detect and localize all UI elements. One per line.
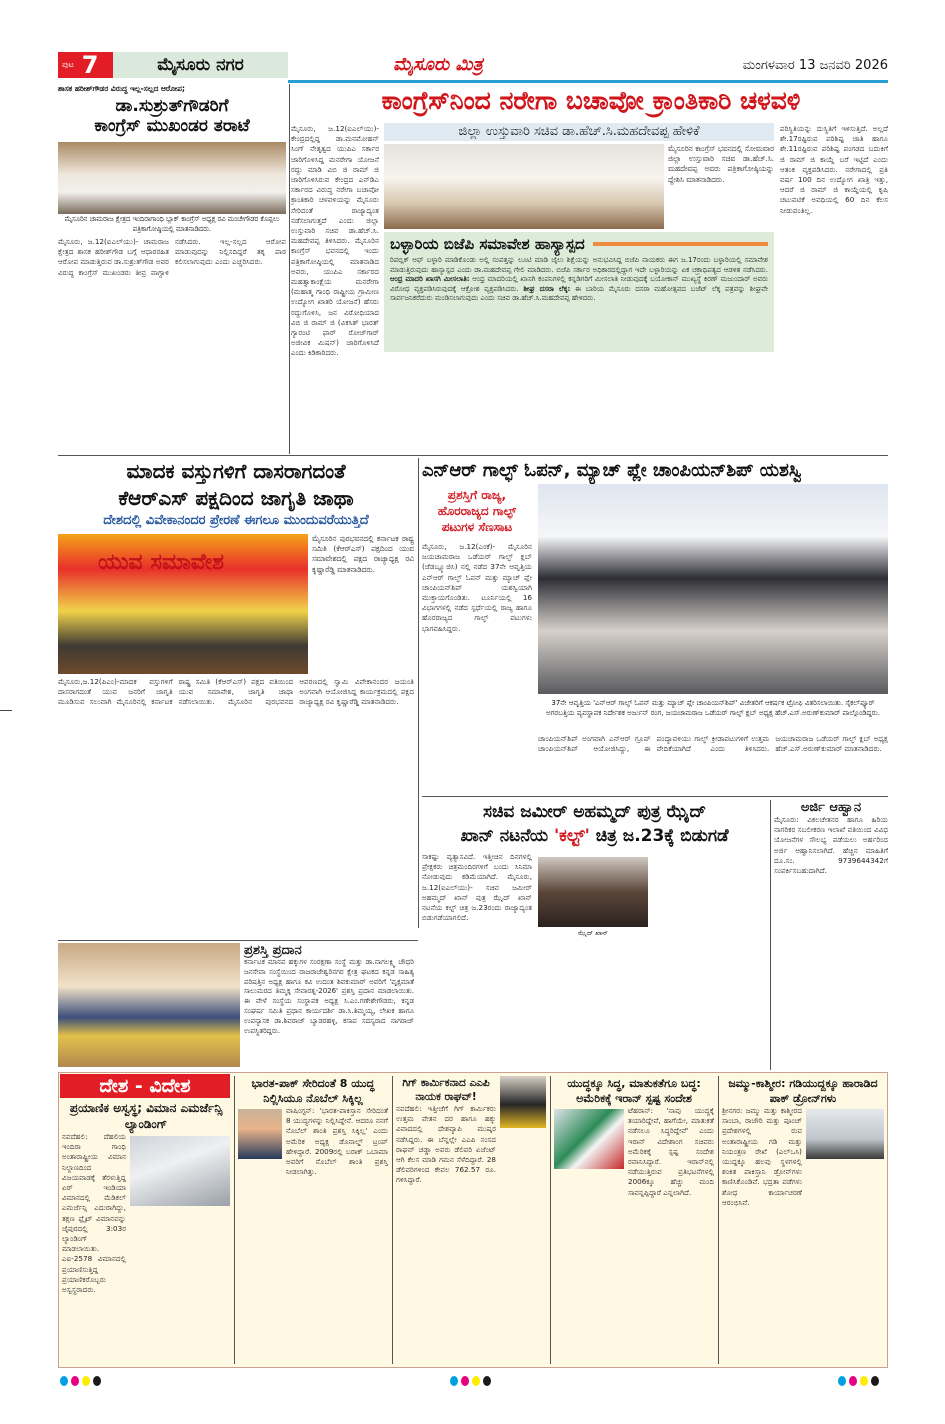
arji-box: [774, 800, 888, 1063]
column-divider: [234, 1076, 235, 1364]
dv-story-4: [554, 1076, 714, 1356]
krs-subhead: ದೇಶದಲ್ಲಿ ವಿವೇಕಾನಂದರ ಪ್ರೇರಣೆ ಈಗಲೂ ಮುಂದುವರೆಯುತ್ತಿದೆ: [103, 513, 369, 528]
photo-caption: ಮೈಸೂರಿನ ಚಾಮರಾಜ ಕ್ಷೇತ್ರದ ಇಂದಿರಾಗಾಂಧಿ ಬ್ಲಾಕ್ ಕಾಂಗ್ರೆಸ್ ಅಧ್ಯಕ್ಷ ರವಿ ಮಂಚೇಗೌಡರ ಕೊಪ್ಪಲು ಪತ್ರಿಕಾಗೋಷ್ಠಿಯಲ್ಲಿ ಮಾತನಾಡಿದರು.: [64, 215, 280, 233]
award-story: [244, 943, 414, 1064]
dv-story-headline: ಗಿಗ್ ಕಾರ್ಮಿಕನಾದ ಎಎಪಿ ನಾಯಕ ರಾಘವ್!: [402, 1077, 490, 1103]
yellow-dot: [82, 1376, 90, 1386]
krs-photo-caption: ಮೈಸೂರಿನ ಪುರಭವನದಲ್ಲಿ ಕರ್ನಾಟಕ ರಾಷ್ಟ್ರ ಸಮಿತಿ (ಕೆಆರ್‌ಎಸ್) ಪಕ್ಷದಿಂದ ಯುವ ಸಮಾವೇಶದಲ್ಲಿ ಪಕ್ಷದ ರಾಜ್ಯಾಧ್ಯಕ್ಷ ರವಿ ಕೃಷ್ಣಾರೆಡ್ಡಿ ಮಾತನಾಡಿದರು.: [312, 534, 414, 574]
ballari-body: [384, 256, 774, 352]
page-number: 7: [81, 51, 99, 79]
section-divider: [422, 796, 888, 797]
ballari-intro: ರಿಪಬ್ಲಿಕ್ ಆಫ್ ಬಳ್ಳಾರಿ ಮಾಡಿಕೊಂಡು ಅಲ್ಲಿ ಸಂಪತ್ತನ್ನು ಲೂಟಿ ಮಾಡಿ ಜೈಲು ಶಿಕ್ಷೆಯನ್ನು ಅನುಭವಿಸಿದ್ದ ಬಿಜೆಪಿ ನಾಯಕರು ಈಗ ಜ.17ರಂದು ಬಳ್ಳಾರಿಯಲ್ಲಿ ಸಮಾವೇಶ ಮಾಡುತ್ತಿರುವುದು ಹಾಸ್ಯಾಸ್ಪದ ಎಂದು ಡಾ.ಮಹದೇವಪ್ಪ ಗೇಲಿ ಮಾಡಿದರು. ಬಿಜೆಪಿ ಸರ್ಕಾರ ಅಧಿಕಾರದಲ್ಲಿದ್ದಾಗ ಇದೇ ಬಳ್ಳಾರಿಯನ್ನು ಏಕ ಚಕ್ರಾಧಿಪತ್ಯದ ಆಡಳಿತ ನಡೆಸಿದರು.: [390, 256, 768, 274]
award-body: ಕರ್ನಾಟಕ ಮಾನವ ಹಕ್ಕುಗಳ ಸಂರಕ್ಷಣಾ ಸಂಸ್ಥೆ ಮತ್ತು ಡಾ.ನಾಗಲಕ್ಷ್ಮಿ ಚೌಧರಿ ಜನಸೇವಾ ಸಂಸ್ಥೆಯಿಂದ ರಾಜರಾಜೇಶ್ವರಿನಗರ ಕ್ಷೇತ್ರ ಘಟಕದ ಕನ್ನಡ ಸಾಹಿತ್ಯ ಪರಿಷತ್ತಿನ ಅಧ್ಯಕ್ಷ ಹಾಗೂ ಕವಿ ಉದಂತ ಶಿವಕುಮಾರ್ ಅವರಿಗೆ 'ವೃಕ್ಷಮಾತೆ ಸಾಲುಮರದ ತಿಮ್ಮಕ್ಕ ಸೇವಾರತ್ನ-2026' ಪ್ರಶಸ್ತಿ ಪ್ರದಾನ ಮಾಡಲಾಯಿತು. ಈ ವೇಳೆ ಸಂಸ್ಥೆಯ ಸಂಸ್ಥಾಪಕ ಅಧ್ಯಕ್ಷ ಸಿ.ಎಂ.ಗಣೇಶೇಗೌಡರು, ಕನ್ನಡ ಸಂಘರ್ಷ ಸಮಿತಿ ಪ್ರಧಾನ ಕಾರ್ಯದರ್ಶಿ ಡಾ.ಸಿ.ತಿಮ್ಮಯ್ಯ, ಲೇಖಕ ಹಾಗೂ ಉಪನ್ಯಾಸಕ ಡಾ.ಶಿವರಾಜ್ ಬ್ಯಾಡರಹಳ್ಳಿ, ಕಸಾಪ ಸದಸ್ಯರಾದ ನಾಗರಾಜ್ ಉಪಸ್ಥಿತರಿದ್ದರು.: [244, 958, 414, 1035]
arji-title: ಅರ್ಜಿ ಆಹ್ವಾನ: [800, 800, 862, 815]
kalt-h2-red: 'ಕಲ್ಟ್': [553, 826, 590, 846]
crop-mark: [0, 710, 12, 711]
newspaper-logo: ಮೈಸೂರು ಮಿತ್ರ: [393, 54, 483, 75]
ballari-sub1-body: ಆಂಧ್ರ ಮಾದರಿಯಲ್ಲಿ ಖಾಸಗಿ ಕಂಪನಿಗಳಲ್ಲಿ ಕನ್ನಡಿಗರಿಗೆ ಮೀಸಲಾತಿ ನೀಡುವುದಕ್ಕೆ ಬಯೋಕಾನ್ ಮುಖ್ಯಸ್ಥೆ ಕಿರಣ್ ಮಜುಂದಾರ್ ಅವರು ವಿರೋಧ ವ್ಯಕ್ತಪಡಿಸಿರುವುದಕ್ಕೆ ಆಕ್ರೋಶ ವ್ಯಕ್ತಪಡಿಸಿದರು.: [390, 275, 768, 293]
krs-headline-line2: ಕೆಆರ್‌ಎಸ್ ಪಕ್ಷದಿಂದ ಜಾಗೃತಿ ಜಾಥಾ: [118, 486, 354, 510]
dv-story-2: [238, 1076, 388, 1356]
masthead-rule: [288, 80, 888, 83]
newspaper-page: [58, 52, 888, 1370]
dv-story-body: ಶ್ರೀನಗರ: ಜಮ್ಮು ಮತ್ತು ಕಾಶ್ಮೀರದ ಸಾಂಬಾ, ರಾಜೌರಿ ಮತ್ತು ಪೂಂಚ್ ಪ್ರದೇಶಗಳಲ್ಲಿ ರುವ ಅಂತಾರಾಷ್ಟ್ರೀಯ ಗಡಿ ಮತ್ತು ನಿಯಂತ್ರಣ ರೇಖೆ (ಎಲ್‌ಒಸಿ) ಯುದ್ದಕ್ಕೂ ಹಲವು ಸ್ಥಳಗಳಲ್ಲಿ ಶಂಕಿತ ಪಾಕಿಸ್ತಾನಿ ಡ್ರೋನ್‌ಗಳು ಕಾಣಿಸಿಕೊಂಡಿವೆ. ಭದ್ರತಾ ಪಡೆಗಳು ಶೋಧ ಕಾರ್ಯಾಚರಣೆ ಆರಂಭಿಸಿವೆ.: [722, 1106, 802, 1207]
registration-marks-right: [838, 1376, 879, 1386]
column-divider: [718, 1076, 719, 1364]
golf-headline: ಎನ್‌ಆರ್ ಗಾಲ್ಫ್ ಓಪನ್, ಮ್ಯಾಚ್ ಪ್ಲೇ ಚಾಂಪಿಯನ್‌ಶಿಪ್ ಯಶಸ್ವಿ: [422, 460, 802, 481]
ballari-sub2-label: ಶೀಘ್ರ ದಸರಾ ಲೆಕ್ಕ:: [523, 284, 571, 293]
story-krs: [58, 458, 414, 530]
lead-body-col1: ಮೈಸೂರು, ಜ.12(ಐಎಲ್‌ಯು)- ಕೇಂದ್ರದಲ್ಲಿದ್ದ ಡಾ.ಮನಮೋಹನ್ ಸಿಂಗ್ ನೇತೃತ್ವದ ಯುಪಿಎ ಸರ್ಕಾರ ಜಾರಿಗೊಳಿಸಿದ್ದ ಮನರೇಗಾ ಯೋಜನೆ ರದ್ದು ಮಾಡಿ ವಿಬಿ ಜಿ ರಾಮ್ ಜಿ ಜಾರಿಗೊಳಿಸಿರುವ ಕೇಂದ್ರದ ಎನ್‌ಡಿಎ ಸರ್ಕಾರದ ವಿರುದ್ಧ ನರೇಗಾ ಬಚಾವೋ ಕ್ರಾಂತಿಕಾರಿ ಚಳವಳಿಯನ್ನು ಮೈಸೂರು ಸೇರಿದಂತೆ ರಾಜ್ಯಾದ್ಯಂತ ನಡೆಸಲಾಗುತ್ತದೆ ಎಂದು ಜಿಲ್ಲಾ ಉಸ್ತುವಾರಿ ಸಚಿವ ಡಾ.ಹೆಚ್.ಸಿ. ಮಹದೇವಪ್ಪ ತಿಳಿಸಿದರು. ಮೈಸೂರಿನ ಕಾಂಗ್ರೆಸ್ ಭವನದಲ್ಲಿ ಇಂದು ಪತ್ರಿಕಾಗೋಷ್ಠಿಯಲ್ಲಿ ಮಾತನಾಡಿದ ಅವರು, ಯುಪಿಎ ಸರ್ಕಾರದ ಮಹತ್ವಾಕಾಂಕ್ಷೆಯ ಮನರೇಗಾ (ಮಹಾತ್ಮ ಗಾಂಧಿ ರಾಷ್ಟ್ರೀಯ ಗ್ರಾಮೀಣ ಉದ್ಯೋಗ ಖಾತರಿ ಯೋಜನೆ) ಹೆಸರು ರದ್ದುಗೊಳಿಸಿ, ಜನ ವಿರೋಧಿಯಾದ ವಿಬಿ ಜಿ ರಾಮ್ ಜಿ (ವಿಕಸಿತ್ ಭಾರತ್ ಗ್ಯಾರಂಟಿ ಫಾರ್ ರೋಜ್‌ಗಾರ್ ಅಜೀವಿಕ ಮಿಷನ್) ಜಾರಿಗೊಳಿಸಿದೆ ಎಂದು ಕಿಡಿಕಾರಿದರು.: [291, 124, 379, 358]
registration-marks-center: [450, 1376, 491, 1386]
issue-date: ಮಂಗಳವಾರ 13 ಜನವರಿ 2026: [742, 58, 888, 73]
golf-body: ಮೈಸೂರು, ಜ.12(ಎಂಕೆ)- ಮೈಸೂರಿನ ಜಯಚಾಮರಾಜ ಒಡೆಯರ್ ಗಾಲ್ಫ್ ಕ್ಲಬ್ (ಜೆಡಬ್ಲ್ಯೂಜಿಸಿ) ನಲ್ಲಿ ನಡೆದ 37ನೇ ಆವೃತ್ತಿಯ ಎನ್‌ಆರ್ ಗಾಲ್ಫ್ ಓಪನ್ ಮತ್ತು ಮ್ಯಾಚ್ ಪ್ಲೇ ಚಾಂಪಿಯನ್‌ಶಿಪ್ ಯಶಸ್ವಿಯಾಗಿ ಮುಕ್ತಾಯಗೊಂಡಿತು. ಟೂರ್ನಿಯಲ್ಲಿ 16 ವಿಭಾಗಗಳಲ್ಲಿ ನಡೆದ ಸ್ಪರ್ಧೆಯಲ್ಲಿ ರಾಜ್ಯ ಹಾಗೂ ಹೊರರಾಜ್ಯದ ಗಾಲ್ಫ್ ಪಟುಗಳು ಭಾಗವಹಿಸಿದ್ದರು.: [422, 542, 532, 633]
krs-body: ಮೈಸೂರು,ಜ.12(ಪಿಎಂ)-ಮಾದಕ ವಸ್ತುಗಳಿಗೆ ದಾಸರಾಗದಂತೆ ಯುವ ಜನರಿಗೆ ಜಾಗೃತಿ ಮೂಡಿಸುವ ಸಲುವಾಗಿ ಮೈಸೂರಿನಲ್ಲಿ ಕರ್ನಾಟಕ ರಾಷ್ಟ್ರ ಸಮಿತಿ (ಕೆಆರ್‌ಎಸ್) ಪಕ್ಷದ ವತಿಯಿಂದ ಯುವ ಸಮಾವೇಶ, ಜಾಗೃತಿ ಜಾಥಾ ನಡೆಸಲಾಯಿತು. ಮೈಸೂರಿನ ಪುರಭವನದ ಆವರಣದಲ್ಲಿ ಸ್ವಾಮಿ ವಿವೇಕಾನಂದರ ಜಯಂತಿ ಅಂಗವಾಗಿ ಆಯೋಜಿಸಿದ್ದ ಕಾರ್ಯಕ್ರಮದಲ್ಲಿ ಪಕ್ಷದ ರಾಜ್ಯಾಧ್ಯಕ್ಷ ರವಿ ಕೃಷ್ಣಾರೆಡ್ಡಿ ಮಾತನಾಡಿದರು.: [58, 677, 414, 707]
ballari-box: [384, 232, 774, 352]
krs-photo: [58, 534, 308, 674]
ballari-headline: ಬಳ್ಳಾರಿಯ ಬಿಜೆಪಿ ಸಮಾವೇಶ ಹಾಸ್ಯಾಸ್ಪದ: [390, 235, 585, 253]
lead-subhead: ಜಿಲ್ಲಾ ಉಸ್ತುವಾರಿ ಸಚಿವ ಡಾ.ಹೆಚ್.ಸಿ.ಮಹದೇವಪ್ಪ ಹೇಳಿಕೆ: [384, 123, 774, 141]
airplane-photo: [130, 1136, 230, 1206]
dv-story-3: [396, 1076, 546, 1354]
black-dot: [871, 1376, 879, 1386]
black-dot: [483, 1376, 491, 1386]
cyan-dot: [450, 1376, 458, 1386]
column-divider: [418, 458, 419, 928]
cyan-dot: [60, 1376, 68, 1386]
dv-story-body: ವಾಷಿಂಗ್ಟನ್: 'ಭಾರತ-ಪಾಕಿಸ್ತಾನ ಸೇರಿದಂತೆ 8 ಯುದ್ಧಗಳನ್ನು ನಿಲ್ಲಿಸಿದ್ದೇನೆ. ಆದರೂ ನನಗೆ ನೊಬೆಲ್ ಶಾಂತಿ ಪ್ರಶಸ್ತಿ ಸಿಕ್ಕಿಲ್ಲ' ಎಂದು ಅಮೆರಿಕ ಅಧ್ಯಕ್ಷ ಡೊನಾಲ್ಡ್ ಟ್ರಂಪ್ ಹೇಳಿದ್ದಾರೆ. 2009ರಲ್ಲಿ ಬರಾಕ್ ಒಬಾಮಾ ಅವರಿಗೆ ನೊಬೆಲ್ ಶಾಂತಿ ಪ್ರಶಸ್ತಿ ನೀಡಲಾಗಿತ್ತು.: [286, 1106, 388, 1177]
kalt-body: ಸಾಕಷ್ಟು ವ್ಯತ್ಯಾಸವಿದೆ. ಇತ್ತೀಚಿನ ದಿನಗಳಲ್ಲಿ ಪ್ರೇಕ್ಷಕರು ಚಿತ್ರಮಂದಿರಗಳಿಗೆ ಬಂದು ಸಿನಿಮಾ ನೋಡುವುದು ಕಡಿಮೆಯಾಗಿದೆ. ಮೈಸೂರು, ಜ.12(ಐಎಲ್‌ಯು)- ಸಚಿವ ಜಮೀರ್ ಅಹಮ್ಮದ್ ಖಾನ್ ಪುತ್ರ ಝೈದ್ ಖಾನ್ ನಟನೆಯ ಕಲ್ಟ್ ಚಿತ್ರ ಜ.23ರಂದು ರಾಜ್ಯಾದ್ಯಂತ ಬಿಡುಗಡೆಯಾಗಲಿದೆ.: [422, 852, 532, 923]
zaid-khan-caption: ಝೈದ್ ಖಾನ್: [578, 929, 608, 937]
kalt-headline-line2: [422, 824, 767, 848]
golf-body-2: ಚಾಂಪಿಯನ್‌ಶಿಪ್ ಅಂಗವಾಗಿ ಎನ್‌ಆರ್ ಗ್ರೂಪ್ ಚಾಂಪಿಯನ್‌ಶಿಪ್ ಆಯೋಜಿಸಿದ್ದು, ಈ ಪಂದ್ಯಾವಳಿಯು ಗಾಲ್ಫ್ ಕ್ರೀಡಾಪಟುಗಳಿಗೆ ಉತ್ತಮ ವೇದಿಕೆಯಾಗಿದೆ ಎಂದು ತಿಳಿಸಿದರು. ಜಯಚಾಮರಾಜ ಒಡೆಯರ್ ಗಾಲ್ಫ್ ಕ್ಲಬ್ ಅಧ್ಯಕ್ಷ ಹೆಚ್.ಎಸ್.ಅರುಣ್‌ಕುಮಾರ್ ಮಾತನಾಡಿದರು.: [538, 734, 888, 754]
ballari-sub2-body: ಈ ಬಾರಿಯ ಮೈಸೂರು ದಸರಾ ಮಹೋತ್ಸವದ ಬಜೆಟ್ ಲೆಕ್ಕ ಪತ್ರವನ್ನು ಶೀಘ್ರವೇ ಸಾರ್ವಜನಿಕರೆದುರು ಮಂಡಿಸಲಾಗುವುದು ಎಂದು ಸಚಿವ ಡಾ.ಹೆಚ್.ಸಿ.ಮಹದೇವಪ್ಪ ಹೇಳಿದರು.: [390, 284, 768, 303]
kalt-h2-a: ಖಾನ್ ನಟನೆಯ: [460, 826, 554, 846]
iran-flag-photo: [554, 1109, 624, 1169]
magenta-dot: [71, 1376, 79, 1386]
yellow-dot: [860, 1376, 868, 1386]
dv-story-body: ನವದೆಹಲಿ: ಇತ್ತೀಚೆಗೆ ಗಿಗ್ ಕಾರ್ಮಿಕರು ಉತ್ತಮ ವೇತನ ದರ ಹಾಗೂ ಹಕ್ಕು ವಿವಾದದಲ್ಲಿ ದೇಶವ್ಯಾಪಿ ಮುಷ್ಕರ ನಡೆಸಿದ್ದರು. ಈ ಬೆನ್ನಲ್ಲೇ ಎಎಪಿ ಸಂಸದ ರಾಘವ್ ಚಡ್ಡಾ ಅವರು ಡೆಲಿವರಿ ಏಜೆಂಟ್ ಆಗಿ ಕೆಲಸ ಮಾಡಿ ಗಮನ ಸೆಳೆದಿದ್ದಾರೆ. 28 ಡೆಲಿವರಿಗಳಿಂದ ಕೇವಲ 762.57 ರೂ. ಗಳಿಸಿದ್ದಾರೆ.: [396, 1104, 496, 1185]
arji-body: ಮೈಸೂರು: ವಿಕಲಚೇತನರ ಹಾಗೂ ಹಿರಿಯ ನಾಗರಿಕರ ಸಬಲೀಕರಣ ಇಲಾಖೆ ವತಿಯಿಂದ ವಿವಿಧ ಯೋಜನೆಗಳ ಸೌಲಭ್ಯ ಪಡೆಯಲು ಅರ್ಹರಿಂದ ಅರ್ಜಿ ಆಹ್ವಾನಿಸಲಾಗಿದೆ. ಹೆಚ್ಚಿನ ಮಾಹಿತಿಗೆ ದೂ.ಸಂ. 9739644342ಗೆ ಸಂಪರ್ಕಿಸಬಹುದಾಗಿದೆ.: [774, 815, 888, 876]
award-title: ಪ್ರಶಸ್ತಿ ಪ್ರದಾನ: [244, 943, 302, 958]
lead-photo-caption: ಮೈಸೂರಿನ ಕಾಂಗ್ರೆಸ್ ಭವನದಲ್ಲಿ ಸೋಮವಾರ ಜಿಲ್ಲಾ ಉಸ್ತುವಾರಿ ಸಚಿವ ಡಾ.ಹೆಚ್.ಸಿ. ಮಹದೇವಪ್ಪ ಅವರು ಪತ್ರಿಕಾಗೋಷ್ಠಿಯನ್ನು ದ್ದೇಶಿಸಿ ಮಾತನಾಡಿದರು.: [668, 144, 774, 184]
column-divider: [550, 1076, 551, 1364]
cyan-dot: [838, 1376, 846, 1386]
award-photo: [58, 943, 240, 1067]
press-meet-photo: [58, 142, 286, 214]
lead-photo: [384, 144, 664, 229]
dv-story-headline: ಪ್ರಯಾಣಿಕ ಅಸ್ವಸ್ಥ; ವಿಮಾನ ಎಮರ್ಜೆನ್ಸಿ ಲ್ಯಾಂಡಿಂಗ್: [69, 1101, 223, 1131]
registration-marks-left: [60, 1376, 101, 1386]
dv-story-5: [722, 1076, 884, 1356]
magenta-dot: [461, 1376, 469, 1386]
golf-winners-photo: [538, 484, 888, 694]
lead-body-col-right: ಪರಿಸ್ಥಿತಿಯನ್ನು ದುಸ್ಥಿತಿಗೆ ಇಳಿಸುತ್ತಿದೆ. ಅಲ್ಲದೆ ಶೇ.17ರಷ್ಟಿರುವ ಪರಿಶಿಷ್ಟ ಜಾತಿ ಹಾಗೂ ಶೇ.11ರಷ್ಟಿರುವ ಪರಿಶಿಷ್ಟ ಪಂಗಡದ ಬದುಕಿಗೆ ಜಿ ರಾಮ್ ಜಿ ಕಾಯ್ದೆ ಬರೆ ಇಟ್ಟಿದೆ ಎಂದು ಆತಂಕ ವ್ಯಕ್ತಪಡಿಸಿದರು. ನರೇಗಾದಲ್ಲಿ ಪ್ರತಿ ವರ್ಷ 100 ದಿನ ಉದ್ಯೋಗ ಖಾತ್ರಿ ಇತ್ತು, ಆದರೆ ಜಿ ರಾಮ್ ಜಿ ಕಾಯ್ದೆಯಲ್ಲಿ ಕೃಷಿ ಚಟುವಟಿಕೆ ಅವಧಿಯಲ್ಲಿ 60 ದಿನ ಕೆಲಸ ನೀಡುವಂತಿಲ್ಲ.: [780, 124, 888, 215]
dv-story-headline: ಯುದ್ಧಕ್ಕೂ ಸಿದ್ಧ, ಮಾತುಕತೆಗೂ ಬದ್ಧ: ಅಮೆರಿಕಕ್ಕೆ ಇರಾನ್ ಸ್ಪಷ್ಟ ಸಂದೇಶ: [567, 1077, 701, 1105]
section-divider: [58, 940, 418, 941]
yellow-dot: [472, 1376, 480, 1386]
orange-rule: [593, 242, 768, 246]
dv-story-headline: ಭಾರತ-ಪಾಕ್ ಸೇರಿದಂತೆ 8 ಯುದ್ಧ ನಿಲ್ಲಿಸಿಯೂ ನೊಬೆಲ್ ಸಿಕ್ಕಿಲ್ಲ: [251, 1077, 375, 1105]
dv-story-1: [62, 1100, 230, 1358]
dv-story-headline: ಜಮ್ಮು-ಕಾಶ್ಮೀರ: ಗಡಿಯುದ್ದಕ್ಕೂ ಹಾರಾಡಿದ ಪಾಕ್ ಡ್ರೋನ್‌ಗಳು: [728, 1077, 878, 1105]
story-sushruth: [58, 84, 286, 443]
lead-headline: ಕಾಂಗ್ರೆಸ್‌ನಿಂದ ನರೇಗಾ ಬಚಾವೋ ಕ್ರಾಂತಿಕಾರಿ ಚಳವಳಿ: [381, 86, 801, 115]
ballari-headline-row: [384, 232, 774, 256]
dv-story-body: ನವದೆಹಲಿ: ದೆಹಲಿಯ ಇಂದಿರಾ ಗಾಂಧಿ ಅಂತಾರಾಷ್ಟ್ರೀಯ ವಿಮಾನ ನಿಲ್ದಾಣದಿಂದ ವಿಜಯವಾಡಕ್ಕೆ ತೆರಳುತ್ತಿದ್ದ ಏರ್ ಇಂಡಿಯಾ ವಿಮಾನದಲ್ಲಿ ಮೆಡಿಕಲ್ ಎಮರ್ಜೆನ್ಸಿ ಎದುರಾಗಿದ್ದು, ತಕ್ಷಣ ಫ್ಲೈಟ್ ವಿಮಾನವನ್ನು ಜೈಪುರದಲ್ಲಿ 3:03ರ ಲ್ಯಾಂಡಿಂಗ್ ಮಾಡಲಾಯಿತು. ಎಐ-2578 ವಿಮಾನದಲ್ಲಿ ಪ್ರಯಾಣಿಸುತ್ತಿದ್ದ ಪ್ರಯಾಣಿಕರೊಬ್ಬರು ಅಸ್ವಸ್ಥರಾದರು.: [62, 1132, 126, 1295]
column-divider: [392, 1076, 393, 1364]
page-number-box: [58, 52, 113, 78]
banner-text: ಯುವ ಸಮಾವೇಶ: [98, 550, 225, 575]
section-title: ಮೈಸೂರು ನಗರ: [113, 52, 288, 78]
kalt-headline-line1: ಸಚಿವ ಜಮೀರ್ ಅಹಮ್ಮದ್ ಪುತ್ರ ಝೈದ್: [482, 802, 707, 822]
story-headline-line1: ಡಾ.ಸುಶ್ರುತ್‌ಗೌಡರಿಗೆ: [115, 96, 229, 116]
zaid-khan-photo: [538, 857, 648, 927]
magenta-dot: [849, 1376, 857, 1386]
desha-videsha-title: ದೇಶ - ವಿದೇಶ: [60, 1074, 230, 1098]
dv-story-body: ಟೆಹರಾನ್: 'ನಾವು ಯುದ್ಧಕ್ಕೆ ತಯಾರಿದ್ದೇವೆ, ಹಾಗೆಯೇ, ಮಾತುಕತೆ ನಡೆಸಲೂ ಸಿದ್ಧರಿದ್ದೇವೆ' ಎಂದು ಇರಾನ್ ವಿದೇಶಾಂಗ ಸಚಿವರು ಅಮೆರಿಕಕ್ಕೆ ಸ್ಪಷ್ಟ ಸಂದೇಶ ರವಾನಿಸಿದ್ದಾರೆ. ಇರಾನ್‌ನಲ್ಲಿ ನಡೆಯುತ್ತಿರುವ ಪ್ರತಿಭಟನೆಗಳಲ್ಲಿ 2006ಕ್ಕೂ ಹೆಚ್ಚು ಮಂದಿ ಸಾವನ್ನಪ್ಪಿದ್ದಾರೆ ಎನ್ನಲಾಗಿದೆ.: [628, 1106, 714, 1197]
column-divider: [770, 800, 771, 1070]
black-dot: [93, 1376, 101, 1386]
trump-photo: [238, 1109, 282, 1159]
kalt-headline: [422, 800, 767, 848]
page-label: ಪುಟ: [62, 60, 74, 69]
column-divider: [289, 84, 290, 454]
kalt-h2-b: ಚಿತ್ರ ಜ.23ಕ್ಕೆ ಬಿಡುಗಡೆ: [589, 826, 729, 846]
story-kicker: ಶಾಸಕ ಹರೀಶ್‌ಗೌಡರ ವಿರುದ್ಧ ಇಲ್ಲ-ಸಲ್ಲದ ಆರೋಪ;: [58, 84, 185, 93]
golf-photo-caption: 37ನೇ ಆವೃತ್ತಿಯ 'ಎನ್‌ಆರ್ ಗಾಲ್ಫ್ ಓಪನ್ ಮತ್ತು ಮ್ಯಾಚ್ ಪ್ಲೇ ಚಾಂಪಿಯನ್‌ಶಿಪ್' ವಿಜೇತರಿಗೆ ಆಕರ್ಷಕ ಟ್ರೋಫಿ ವಿತರಿಸಲಾಯಿತು. ಸೈಕಲ್‌ಪ್ಯೂರ್ ಅಗರಬತ್ತಿಯ ವ್ಯವಸ್ಥಾಪಕ ನಿರ್ದೇಶಕ ಅರ್ಜುನ್ ರಂಗ, ಜಯಚಾಮರಾಜ ಒಡೆಯರ್ ಗಾಲ್ಫ್ ಕ್ಲಬ್ ಅಧ್ಯಕ್ಷ ಹೆಚ್.ಎಸ್.ಅರುಣ್‌ಕುಮಾರ್ ಪಾಲ್ಗೊಂಡಿದ್ದರು.: [546, 699, 880, 717]
golf-subhead: ಪ್ರಶಸ್ತಿಗೆ ರಾಜ್ಯ, ಹೊರರಾಜ್ಯದ ಗಾಲ್ಫ್ ಪಟುಗಳ ಸೆಣಸಾಟ: [437, 488, 517, 534]
raghav-photo: [500, 1076, 546, 1128]
drone-photo: [806, 1109, 884, 1159]
story-headline-line2: ಕಾಂಗ್ರೆಸ್ ಮುಖಂಡರ ತರಾಟೆ: [94, 116, 250, 136]
story-body: ಮೈಸೂರು, ಜ.12(ಐಎಲ್‌ಯು)- ಚಾಮರಾಜ ಕ್ಷೇತ್ರದ ಶಾಸಕ ಹರೀಶ್‌ಗೌಡ ಬಗ್ಗೆ ಆಧಾರರಹಿತ ಆರೋಪ ಮಾಡುತ್ತಿರುವ ಡಾ.ಸುಶ್ರುತ್‌ಗೌಡ ಅವರ ವಿರುದ್ಧ ಕಾಂಗ್ರೆಸ್ ಮುಖಂಡರು ತೀವ್ರ ವಾಗ್ದಾಳಿ ನಡೆಸಿದರು. ಇಲ್ಲ-ಸಲ್ಲದ ಆರೋಪ ಮಾಡುವುದನ್ನು ನಿಲ್ಲಿಸದಿದ್ದರೆ ತಕ್ಕ ಪಾಠ ಕಲಿಸಲಾಗುವುದು ಎಂದು ಎಚ್ಚರಿಸಿದರು.: [58, 237, 286, 277]
ballari-sub1-label: ಆಂಧ್ರ ಮಾದರಿ ಖಾಸಗಿ ಮೀಸಲಾತಿ:: [390, 275, 470, 284]
krs-headline-line1: ಮಾದಕ ವಸ್ತುಗಳಿಗೆ ದಾಸರಾಗದಂತೆ: [126, 459, 346, 483]
section-divider: [58, 455, 888, 456]
